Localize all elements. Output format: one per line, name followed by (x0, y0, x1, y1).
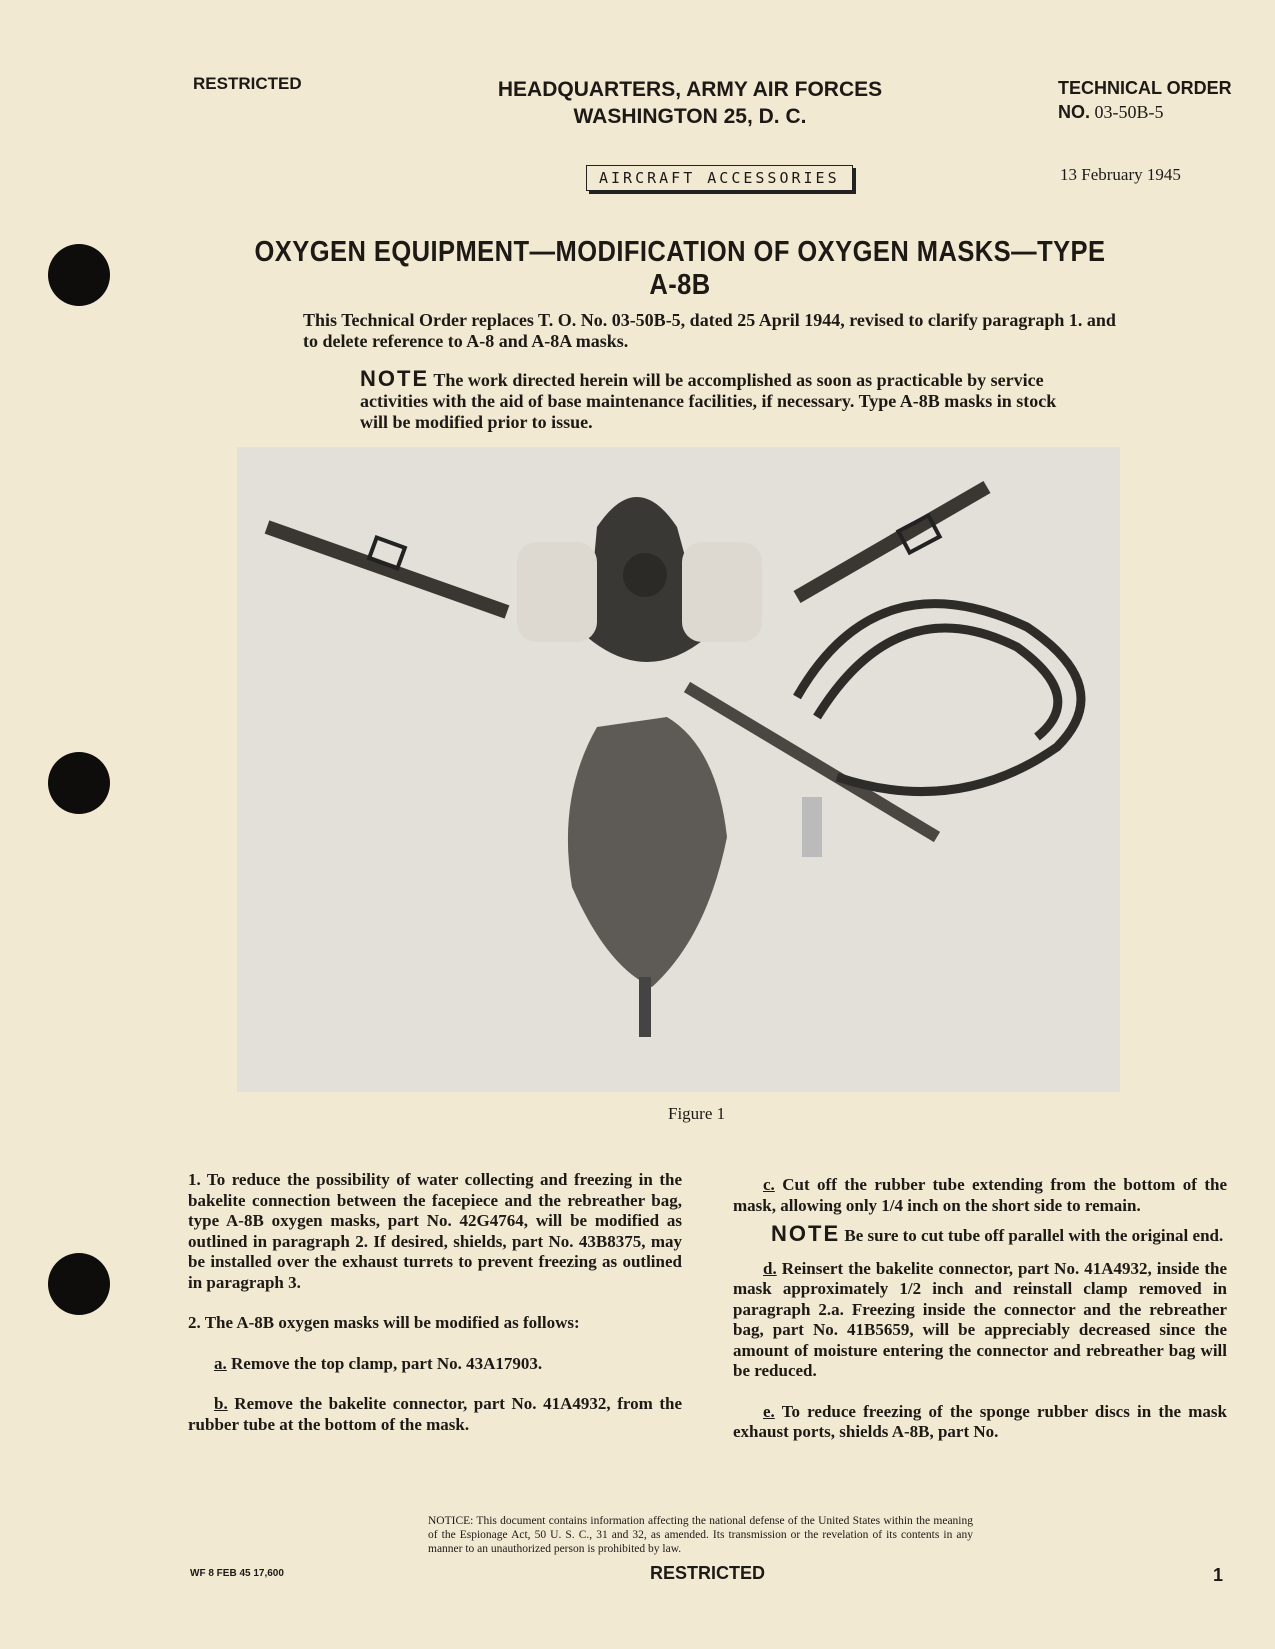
item-c-label: c. (763, 1175, 775, 1194)
item-a-label: a. (214, 1353, 227, 1373)
left-column (188, 1170, 682, 1435)
note-label: NOTE (360, 366, 430, 391)
figure-1-photo (237, 447, 1120, 1092)
intro-paragraph: This Technical Order replaces T. O. No. 03-50B-5, dated 25 April 1944, revised to clarify paragraph 1. and to delete reference to A-8 and A-8A masks. (303, 310, 1116, 351)
item-b-label: b. (214, 1394, 228, 1413)
note-text: The work directed herein will be accomplished as soon as practicable by service activities with the aid of base maintenance facilities, if necessary. Type A-8B masks in stock will be modified prior to issue. (360, 370, 1057, 432)
binder-hole (48, 752, 110, 814)
right-turret (682, 542, 762, 642)
item-b-text: Remove the bakelite connector, part No. 41A4932, from the rubber tube at the bottom of the mask. (188, 1394, 682, 1434)
note-text: Be sure to cut tube off parallel with the original end. (844, 1226, 1224, 1245)
item-a-text: Remove the top clamp, part No. 43A17903. (231, 1353, 543, 1373)
hq-line1: HEADQUARTERS, ARMY AIR FORCES (497, 78, 883, 101)
right-column (733, 1175, 1227, 1443)
item-e-text: To reduce freezing of the sponge rubber discs in the mask exhaust ports, shields A-8B, part No. (733, 1401, 1227, 1441)
binder-hole (48, 244, 110, 306)
print-code: WF 8 FEB 45 17,600 (190, 1568, 284, 1579)
rebreather-bag (568, 717, 727, 987)
issue-date: 13 February 1945 (1060, 165, 1181, 184)
to-no: 03-50B-5 (1094, 102, 1164, 122)
classification-bottom: RESTRICTED (650, 1563, 766, 1583)
paragraph-2: 2. The A-8B oxygen masks will be modified as follows: (188, 1313, 580, 1332)
item-d-text: Reinsert the bakelite connector, part No. 41A4932, inside the mask approximately 1/2 inch and reinstall clamp removed in paragraph 2.a. Freezing inside the connector and the rebreather bag, part No. 41B5659, will be appreciably decreased since the amount of moisture entering the connector and rebreather bag will be reduced. (733, 1258, 1227, 1380)
item-c-text: Cut off the rubber tube extending from the bottom of the mask, allowing only 1/4 inch on the short side to remain. (733, 1175, 1228, 1215)
paragraph-1: 1. To reduce the possibility of water collecting and freezing in the bakelite connection between the facepiece and the rebreather bag, type A-8B oxygen masks, part No. 42G4764, will be modified as outlined in paragraph 2. If desired, shields, part No. 43B8375, may be installed over the exhaust turrets to prevent freezing as outlined in paragraph 3. (188, 1170, 682, 1292)
page-title: OXYGEN EQUIPMENT—MODIFICATION OF OXYGEN MASKS—TYPE A-8B (254, 236, 1106, 301)
item-e-label: e. (763, 1401, 775, 1421)
right-strap (797, 487, 987, 597)
binder-hole (48, 1253, 110, 1315)
figure-caption: Figure 1 (668, 1104, 726, 1123)
category-box: AIRCRAFT ACCESSORIES (586, 165, 853, 191)
hq-line2: WASHINGTON 25, D. C. (573, 105, 807, 128)
issuing-office (470, 76, 910, 130)
hose-fitting (802, 797, 822, 857)
to-no-label: NO. (1058, 102, 1091, 122)
to-label: TECHNICAL ORDER (1058, 78, 1232, 98)
technical-order-number (1058, 76, 1232, 124)
page-number: 1 (1213, 1565, 1224, 1585)
note-block (360, 368, 1075, 433)
note-label: NOTE (771, 1221, 841, 1246)
oxygen-mask-illustration (237, 447, 1120, 1092)
espionage-notice: NOTICE: This document contains information affecting the national defense of the United States within the meaning of the Espionage Act, 50 U. S. C., 31 and 32, as amended. Its transmission or the revelation of its contents in any manner to an unauthorized person is prohibited by law. (428, 1515, 973, 1555)
classification-top: RESTRICTED (193, 74, 302, 93)
left-turret (517, 542, 597, 642)
item-d-label: d. (763, 1258, 777, 1278)
